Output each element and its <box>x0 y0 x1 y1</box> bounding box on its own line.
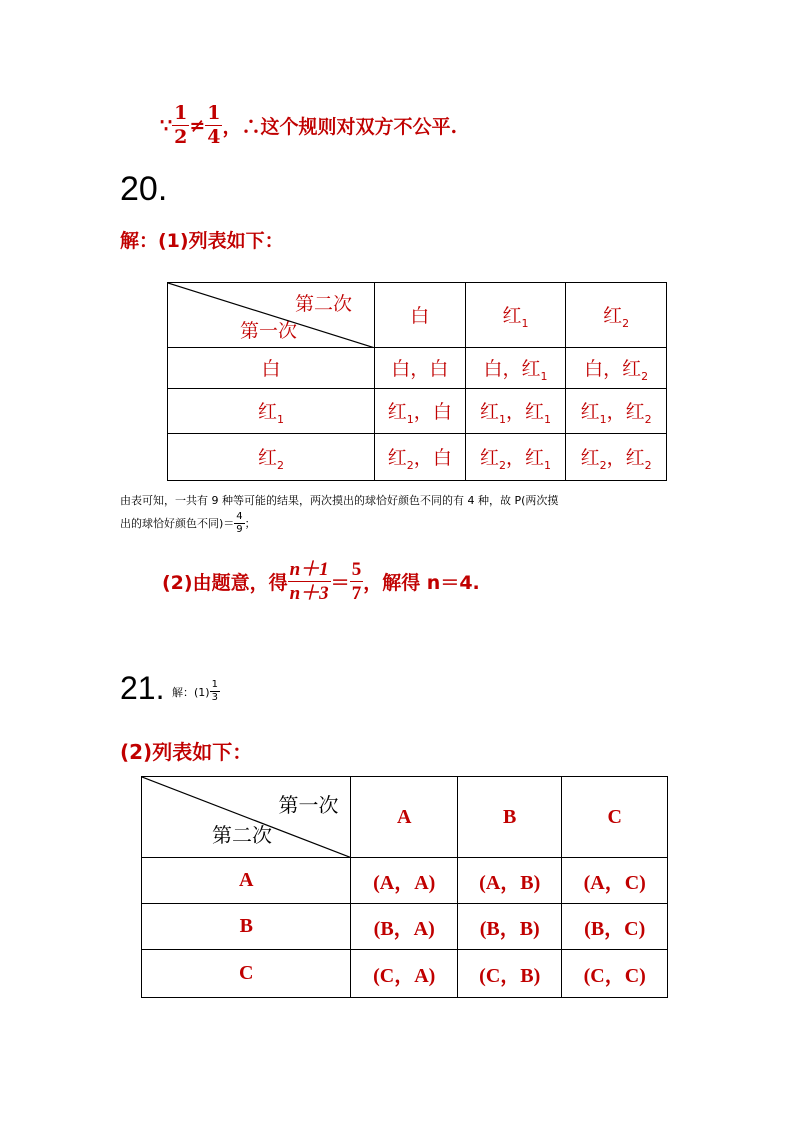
question-20-number: 20. <box>120 170 168 208</box>
column-header: A <box>351 777 457 858</box>
fraction-four-ninths: $\frac{4}{9}$ <box>236 511 243 535</box>
because-symbol: ∵ <box>160 114 173 137</box>
table-cell: (B，A) <box>351 904 457 950</box>
note-line-2: 出的球恰好颜色不同)＝ $\frac{4}{9}$ ； <box>120 511 256 535</box>
table-corner-header <box>142 777 351 858</box>
row-header: C <box>142 950 351 998</box>
table-cell: (C，C) <box>562 950 668 998</box>
header-first-draw: 第一次 <box>240 320 298 342</box>
fraction-one-quarter: $\frac{1}{4}$ <box>207 102 221 148</box>
row-header: A <box>142 858 351 904</box>
table-corner-header <box>168 283 375 348</box>
table-cell: (B，B) <box>457 904 562 950</box>
table-cell: 红$_1$，白 <box>374 389 465 434</box>
table-cell: (A，A) <box>351 858 457 904</box>
row-header: 白 <box>168 348 375 389</box>
fraction-five-sevenths: $\frac{5}{7}$ <box>351 559 362 604</box>
question-20-part2: (2)由题意，得 $\frac{n+1}{n+3}$ ＝ $\frac{5}{7}$ ，解得 n＝4. <box>162 559 480 604</box>
table-cell: 白，红$_2$ <box>566 348 667 389</box>
note-line-1: 由表可知，一共有 9 种等可能的结果，两次摸出的球恰好颜色不同的有 4 种，故 P(两次摸 <box>120 494 559 507</box>
table-cell: 白，红$_1$ <box>465 348 566 389</box>
table-cell: 白，白 <box>374 348 465 389</box>
question-20-intro: 解：(1)列表如下： <box>120 230 284 252</box>
row-header: 红$_1$ <box>168 389 375 434</box>
header-first-draw: 第一次 <box>278 793 339 817</box>
table-cell: 红$_2$，红$_2$ <box>566 434 667 481</box>
table-cell: (C，B) <box>457 950 562 998</box>
question-21-number: 21. <box>120 670 165 706</box>
table-cell: (B，C) <box>562 904 668 950</box>
question-21-answer: 解：(1) $\frac{1}{3}$ <box>172 679 218 703</box>
fraction-n-expression: $\frac{n+1}{n+3}$ <box>289 559 329 604</box>
column-header: B <box>457 777 562 858</box>
row-header: B <box>142 904 351 950</box>
question-21-table <box>141 776 668 998</box>
table-cell: (A，B) <box>457 858 562 904</box>
table-cell: (A，C) <box>562 858 668 904</box>
table-cell: 红$_2$，白 <box>374 434 465 481</box>
header-second-draw: 第二次 <box>212 823 272 847</box>
table-cell: (C，A) <box>351 950 457 998</box>
table-cell: 红$_1$，红$_1$ <box>465 389 566 434</box>
fraction-one-half: $\frac{1}{2}$ <box>174 102 188 148</box>
not-equal-symbol: ≠ <box>189 114 206 137</box>
question-20-table <box>167 282 667 481</box>
table-cell: 红$_2$，红$_1$ <box>465 434 566 481</box>
fraction-one-third: $\frac{1}{3}$ <box>211 679 218 703</box>
row-header: 红$_2$ <box>168 434 375 481</box>
conclusion-line <box>160 104 457 147</box>
table-cell: 红$_1$，红$_2$ <box>566 389 667 434</box>
header-second-draw: 第二次 <box>294 293 352 315</box>
question-20-note <box>120 490 690 535</box>
conclusion-text: ，∴这个规则对双方不公平. <box>222 116 458 138</box>
column-header: 红$_2$ <box>566 283 667 348</box>
column-header: 红$_1$ <box>465 283 566 348</box>
column-header: C <box>562 777 668 858</box>
column-header: 白 <box>374 283 465 348</box>
question-21-intro: (2)列表如下： <box>120 740 253 764</box>
